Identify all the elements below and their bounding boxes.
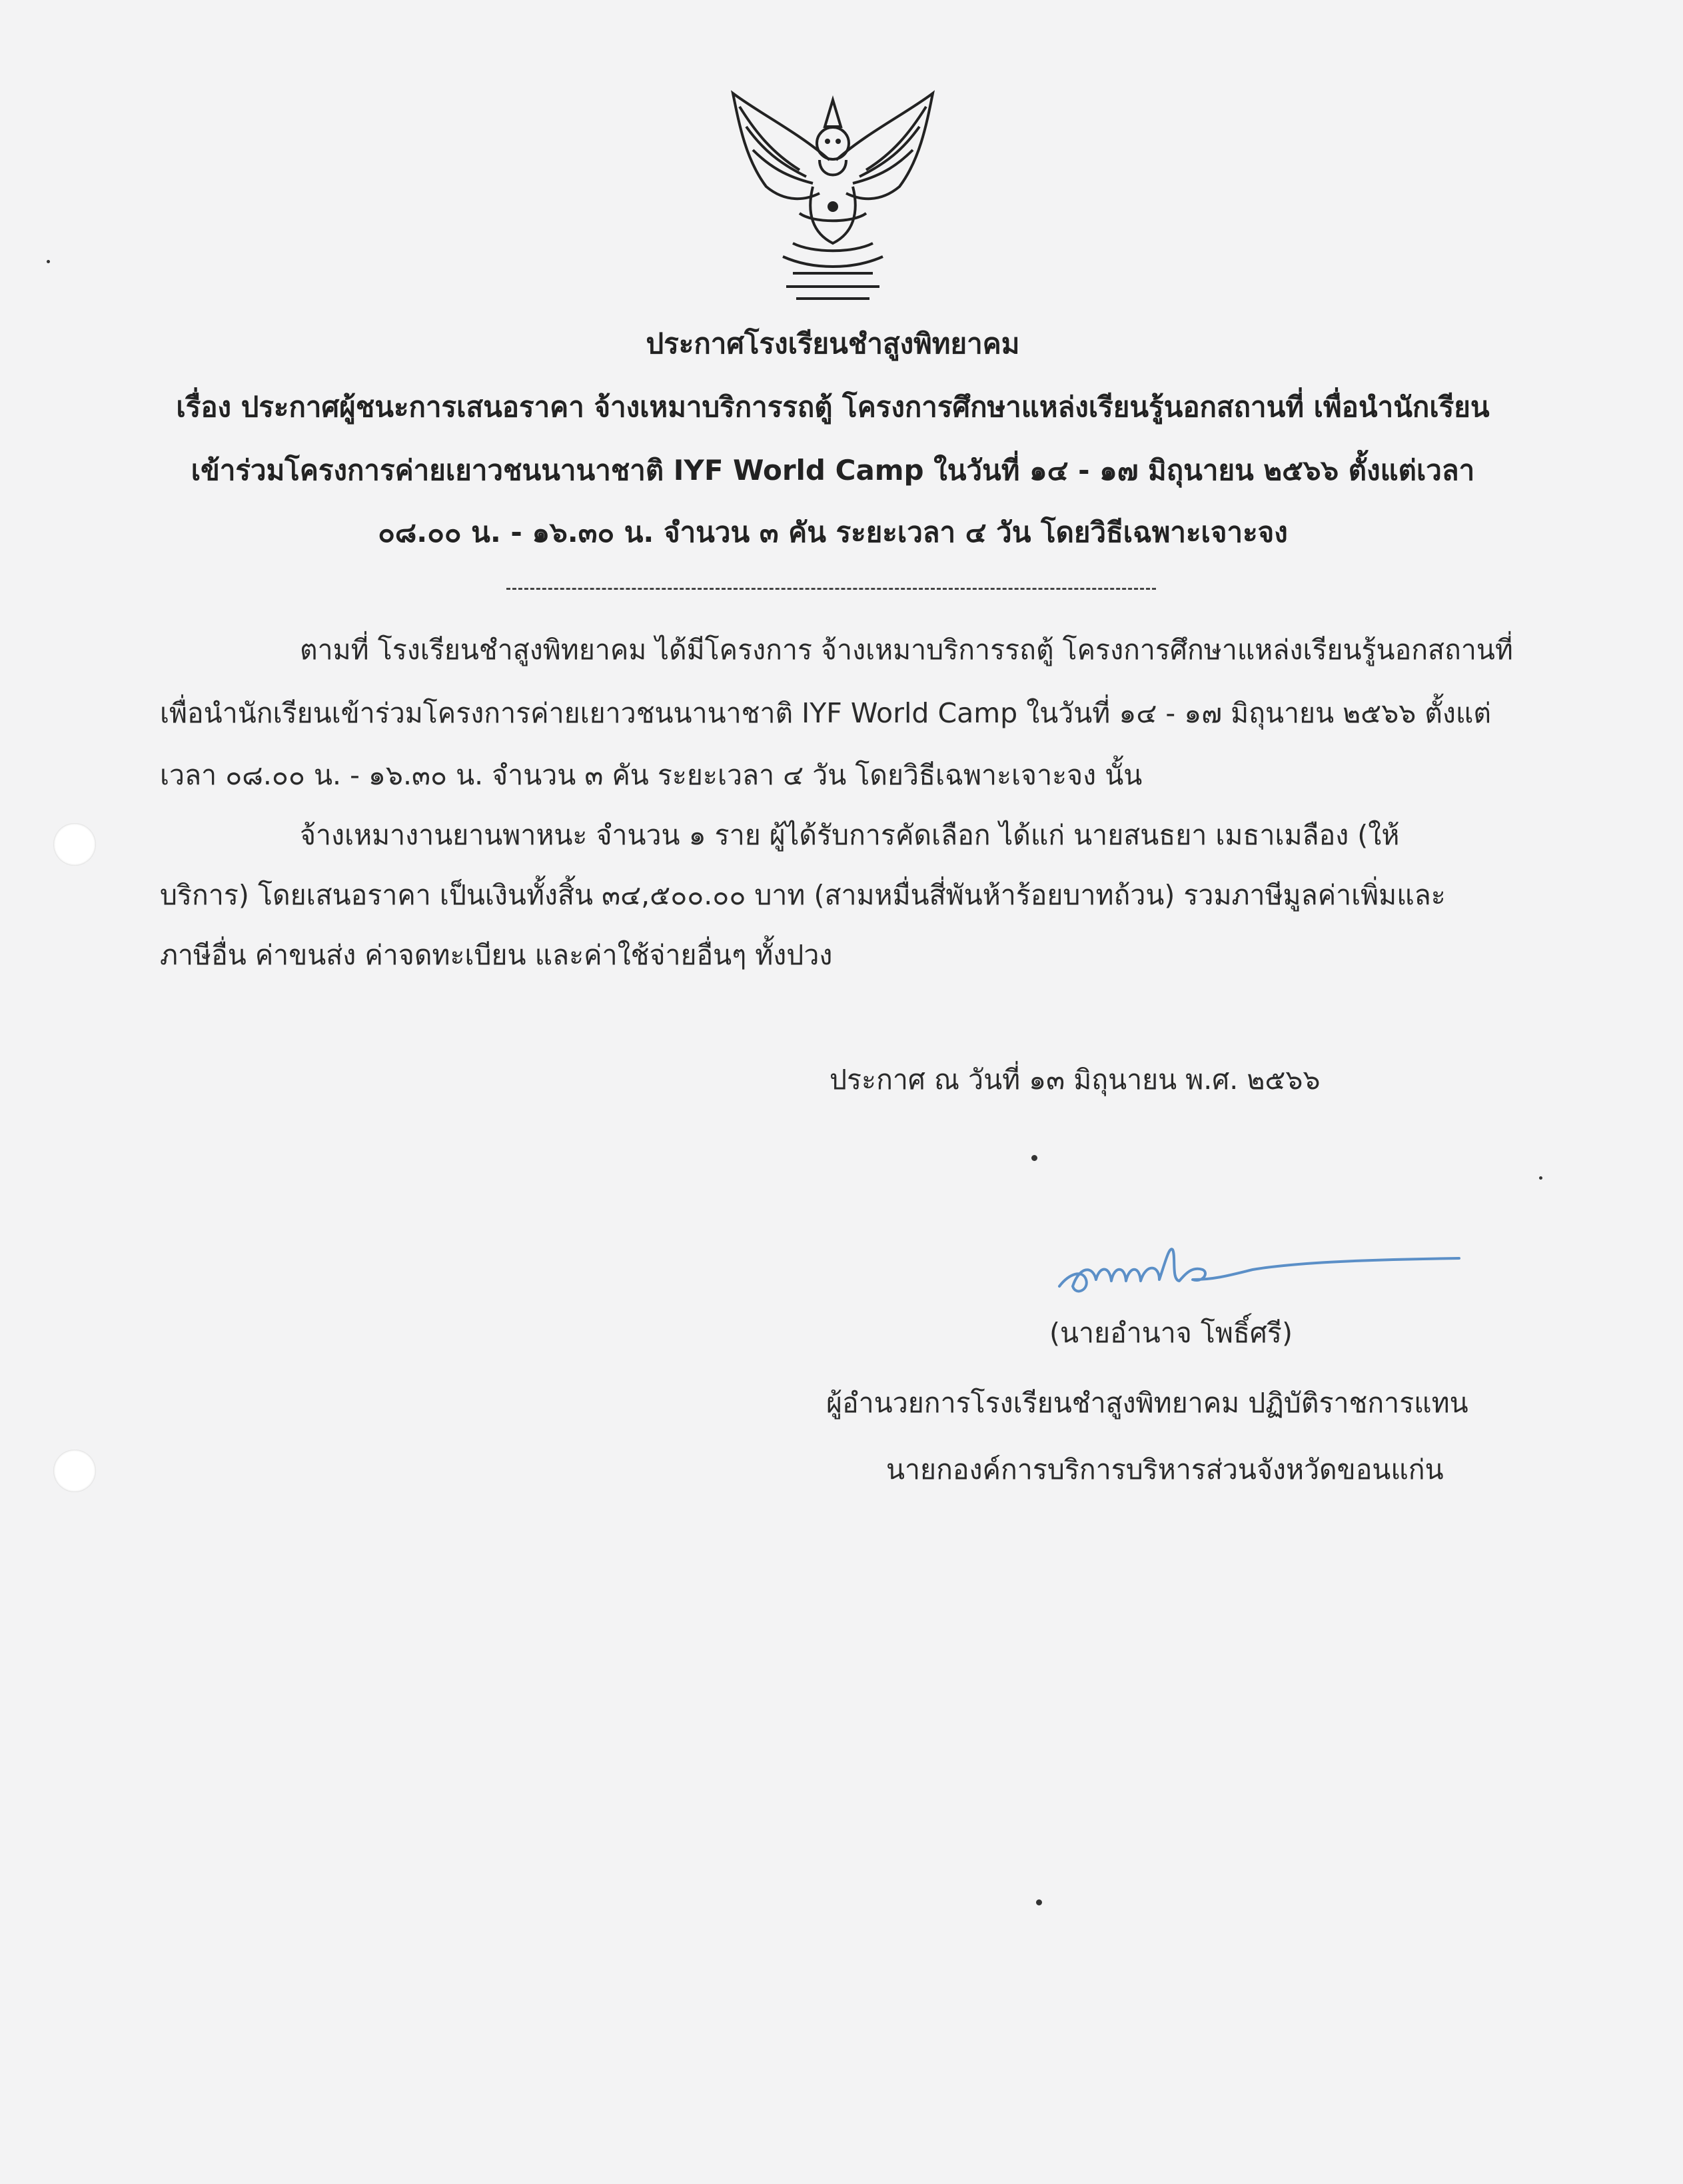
ink-speck: [1539, 1176, 1542, 1180]
garuda-emblem-icon: [720, 87, 946, 307]
document-title: ประกาศโรงเรียนชำสูงพิทยาคม: [646, 327, 1020, 360]
subject-line-2: เข้าร่วมโครงการค่ายเยาวชนนานาชาติ IYF World Camp ในวันที่ ๑๔ - ๑๗ มิถุนายน ๒๕๖๖ ตั้งแต่เวลา: [191, 454, 1475, 487]
subject-line-3: ๐๘.๐๐ น. - ๑๖.๓๐ น. จำนวน ๓ คัน ระยะเวลา ๔ วัน โดยวิธีเฉพาะเจาะจง: [378, 516, 1288, 548]
paragraph-2-line-1: จ้างเหมางานยานพาหนะ จำนวน ๑ ราย ผู้ได้รับการคัดเลือก ได้แก่ นายสนธยา เมธาเมลือง (ให้: [300, 819, 1400, 851]
ink-speck: [1036, 1899, 1042, 1905]
punch-hole: [53, 823, 96, 866]
paragraph-1-line-3: เวลา ๐๘.๐๐ น. - ๑๖.๓๐ น. จำนวน ๓ คัน ระยะเวลา ๔ วัน โดยวิธีเฉพาะเจาะจง นั้น: [160, 759, 1143, 791]
signer-name: (นายอำนาจ โพธิ์ศรี): [1049, 1317, 1293, 1349]
ink-speck: [47, 260, 50, 263]
paragraph-1-line-1: ตามที่ โรงเรียนชำสูงพิทยาคม ได้มีโครงการ จ้างเหมาบริการรถตู้ โครงการศึกษาแหล่งเรียนรู้นอกสถานที่: [300, 634, 1513, 666]
paragraph-1-line-2: เพื่อนำนักเรียนเข้าร่วมโครงการค่ายเยาวชนนานาชาติ IYF World Camp ในวันที่ ๑๔ - ๑๗ มิถุนายน ๒๕๖๖ ตั้งแต่: [160, 697, 1491, 729]
dashed-divider: [506, 588, 1156, 590]
signer-position-1: ผู้อำนวยการโรงเรียนชำสูงพิทยาคม ปฏิบัติราชการแทน: [826, 1387, 1468, 1419]
signer-position-2: นายกองค์การบริการบริหารส่วนจังหวัดขอนแก่น: [886, 1454, 1444, 1486]
ink-speck: [1031, 1155, 1037, 1161]
subject-line-1: เรื่อง ประกาศผู้ชนะการเสนอราคา จ้างเหมาบริการรถตู้ โครงการศึกษาแหล่งเรียนรู้นอกสถานที่ เพื่อนำนักเรียน: [176, 391, 1490, 423]
announcement-date: ประกาศ ณ วันที่ ๑๓ มิถุนายน พ.ศ. ๒๕๖๖: [830, 1064, 1321, 1096]
paragraph-2-line-2: บริการ) โดยเสนอราคา เป็นเงินทั้งสิ้น ๓๔,๕๐๐.๐๐ บาท (สามหมื่นสี่พันห้าร้อยบาทถ้วน) รวมภาษีมูลค่าเพิ่มและ: [160, 879, 1446, 911]
punch-hole: [53, 1450, 96, 1492]
handwritten-signature: [1053, 1233, 1466, 1306]
paragraph-2-line-3: ภาษีอื่น ค่าขนส่ง ค่าจดทะเบียน และค่าใช้จ่ายอื่นๆ ทั้งปวง: [160, 939, 833, 971]
